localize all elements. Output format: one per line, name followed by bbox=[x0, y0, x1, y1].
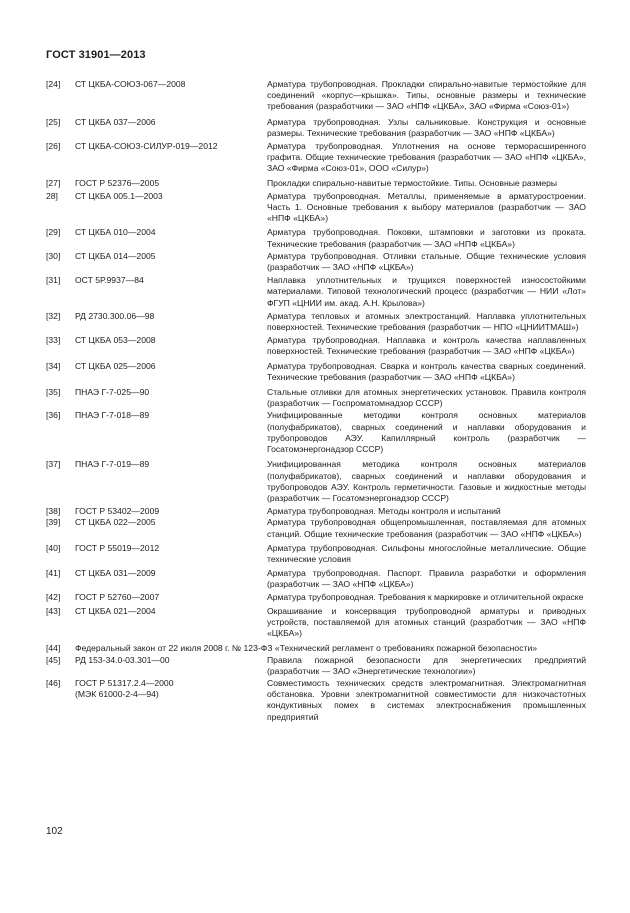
reference-code: РД 153-34.0-03.301—00 bbox=[75, 654, 170, 665]
reference-description: Арматура трубопроводная. Сильфоны многослойные металлические. Общие технические условия bbox=[267, 542, 586, 564]
reference-number: [35] bbox=[46, 387, 61, 398]
reference-row bbox=[46, 410, 586, 455]
reference-number: [26] bbox=[46, 141, 61, 152]
reference-row bbox=[46, 178, 586, 189]
reference-row bbox=[46, 251, 586, 273]
document-header: ГОСТ 31901—2013 bbox=[46, 49, 146, 61]
reference-description: Арматура трубопроводная. Уплотнения на основе терморасширенного графита. Общие технические требования (разработчик — ЗАО «НПФ «ЦКБА», ЗАО «Фирма «Союз-01», ООО «Силур») bbox=[267, 141, 586, 174]
reference-code: СТ ЦКБА-СОЮЗ-СИЛУР-019—2012 bbox=[75, 141, 218, 152]
reference-number: [44] bbox=[46, 643, 61, 654]
reference-number: [46] bbox=[46, 677, 61, 688]
reference-description: Арматура трубопроводная общепромышленная, поставляемая для атомных станций. Общие технические требования (разработчик — ЗАО «НПФ «ЦКБА») bbox=[267, 517, 586, 539]
reference-row bbox=[46, 517, 586, 539]
reference-description: Правила пожарной безопасности для энергетических предприятий (разработчик — ЗАО «Энергетические технологии») bbox=[267, 654, 586, 676]
reference-row bbox=[46, 335, 586, 357]
reference-row bbox=[46, 506, 586, 517]
reference-description: Арматура трубопроводная. Отливки стальные. Общие технические условия (разработчик — ЗАО «НПФ «ЦКБА») bbox=[267, 250, 586, 273]
reference-full-text: Федеральный закон от 22 июля 2008 г. № 123-ФЗ «Технический регламент о требованиях пожарной безопасности» bbox=[75, 643, 538, 654]
reference-row bbox=[46, 361, 586, 383]
reference-row bbox=[46, 606, 586, 640]
reference-number: [34] bbox=[46, 360, 61, 371]
reference-row bbox=[46, 568, 586, 590]
reference-number: [42] bbox=[46, 591, 61, 602]
reference-row bbox=[46, 79, 586, 113]
reference-number: [31] bbox=[46, 275, 61, 286]
reference-number: [36] bbox=[46, 410, 61, 421]
reference-description: Арматура трубопроводная. Требования к маркировке и отличительной окраске bbox=[267, 591, 584, 602]
reference-row bbox=[46, 117, 586, 139]
reference-code: ПНАЭ Г-7-018—89 bbox=[75, 410, 150, 421]
reference-description: Арматура трубопроводная. Паспорт. Правила разработки и оформления (разработчик — ЗАО «НПФ «ЦКБА») bbox=[267, 568, 586, 590]
reference-description: Арматура тепловых и атомных электростанций. Наплавка уплотнительных поверхностей. Технические требования (разработчик — НПО «ЦНИИТМАШ») bbox=[267, 310, 586, 333]
reference-code: ГОСТ Р 52376—2005 bbox=[75, 177, 160, 188]
reference-row bbox=[46, 643, 586, 654]
reference-code: ПНАЭ Г-7-019—89 bbox=[75, 459, 150, 470]
reference-row bbox=[46, 141, 586, 175]
reference-description: Стальные отливки для атомных энергетических установок. Правила контроля (разработчик — Госпроматомнадзор СССР) bbox=[267, 387, 586, 409]
reference-code: ГОСТ Р 51317.2.4—2000 (МЭК 61000-2-4—94) bbox=[75, 677, 174, 700]
reference-code: СТ ЦКБА 021—2004 bbox=[75, 605, 156, 616]
reference-code: ГОСТ Р 52760—2007 bbox=[75, 591, 160, 602]
reference-code: СТ ЦКБА 010—2004 bbox=[75, 227, 156, 238]
reference-number: [25] bbox=[46, 116, 61, 127]
reference-number: [37] bbox=[46, 459, 61, 470]
reference-number: [38] bbox=[46, 506, 61, 517]
reference-code: СТ ЦКБА-СОЮЗ-067—2008 bbox=[75, 79, 186, 89]
reference-description: Арматура трубопроводная. Узлы сальниковые. Конструкция и основные размеры. Технические требования (разработчик — ЗАО «НПФ «ЦКБА») bbox=[267, 116, 586, 138]
reference-code: СТ ЦКБА 037—2006 bbox=[75, 116, 156, 127]
reference-number: [30] bbox=[46, 250, 61, 261]
reference-description: Совместимость технических средств электромагнитная. Электромагнитная обстановка. Уровни электромагнитной совместимости для низкочастотных кондуктивных помех в системах электроснабжения промышленных предприятий bbox=[267, 677, 586, 722]
reference-number: [29] bbox=[46, 227, 61, 238]
reference-number: [27] bbox=[46, 177, 61, 188]
reference-description: Арматура трубопроводная. Металлы, применяемые в арматуростроении. Часть 1. Основные требования к выбору материалов (разработчик — ЗАО «НПФ «ЦКБА») bbox=[267, 190, 586, 224]
reference-row bbox=[46, 311, 586, 333]
reference-description: Арматура трубопроводная. Методы контроля и испытаний bbox=[267, 506, 501, 517]
reference-description: Арматура трубопроводная. Прокладки спирально-навитые термостойкие для соединений «корпус—крышка». Типы, основные размеры и технические требования (разработчики — ЗАО «НПФ «ЦКБА», ЗАО «Фирма «Союз-01») bbox=[267, 79, 586, 112]
reference-code: СТ ЦКБА 022—2005 bbox=[75, 517, 156, 528]
reference-code: СТ ЦКБА 031—2009 bbox=[75, 568, 156, 579]
reference-row bbox=[46, 387, 586, 409]
reference-number: 28] bbox=[46, 190, 58, 201]
reference-number: [39] bbox=[46, 517, 61, 528]
reference-code: СТ ЦКБА 053—2008 bbox=[75, 335, 156, 346]
reference-row bbox=[46, 191, 586, 225]
reference-number: [24] bbox=[46, 79, 61, 89]
reference-description: Арматура трубопроводная. Наплавка и контроль качества наплавленных поверхностей. Технические требования (разработчик — ЗАО «НПФ «ЦКБА») bbox=[267, 335, 586, 357]
reference-row bbox=[46, 543, 586, 565]
reference-row bbox=[46, 227, 586, 249]
reference-description: Арматура трубопроводная. Сварка и контроль качества сварных соединений. Технические требования (разработчик — ЗАО «НПФ «ЦКБА») bbox=[267, 360, 586, 382]
reference-description: Унифицированная методика контроля основных материалов (полуфабрикатов), сварных соединений и наплавки оборудования и трубопроводов АЭУ. Контроль герметичности. Газовые и жидкостные методы (разработчик — Госатомэнергонадзор СССР) bbox=[267, 459, 586, 503]
reference-description: Окрашивание и консервация трубопроводной арматуры и приводных устройств, поставляемой для атомных станций (разработчик — ЗАО «НПФ «ЦКБА») bbox=[267, 605, 586, 639]
reference-number: [40] bbox=[46, 542, 61, 553]
reference-row bbox=[46, 459, 586, 504]
reference-row bbox=[46, 592, 586, 603]
reference-code: ГОСТ Р 53402—2009 bbox=[75, 506, 160, 517]
reference-row bbox=[46, 275, 586, 309]
reference-number: [33] bbox=[46, 335, 61, 346]
reference-description: Унифицированные методики контроля основных материалов (полуфабрикатов), сварных соединений и наплавки оборудования и трубопроводов АЭУ. Капиллярный контроль (разработчик — Госатомэнергонадзор СССР) bbox=[267, 410, 586, 455]
reference-row bbox=[46, 678, 586, 723]
reference-code: ПНАЭ Г-7-025—90 bbox=[75, 387, 150, 398]
reference-number: [43] bbox=[46, 605, 61, 616]
reference-code: СТ ЦКБА 025—2006 bbox=[75, 360, 156, 371]
reference-code: ОСТ 5Р.9937—84 bbox=[75, 275, 144, 286]
reference-code: СТ ЦКБА 014—2005 bbox=[75, 250, 156, 261]
reference-number: [41] bbox=[46, 568, 61, 579]
reference-code: ГОСТ Р 55019—2012 bbox=[75, 542, 160, 553]
page-number: 102 bbox=[46, 826, 63, 837]
reference-list bbox=[46, 79, 586, 723]
reference-description: Арматура трубопроводная. Поковки, штамповки и заготовки из проката. Технические требования (разработчик — ЗАО «НПФ «ЦКБА») bbox=[267, 227, 586, 249]
reference-number: [45] bbox=[46, 654, 61, 665]
reference-code: РД 2730.300.06—98 bbox=[75, 310, 155, 321]
reference-row bbox=[46, 655, 586, 677]
reference-description: Наплавка уплотнительных и трущихся поверхностей износостойкими материалами. Типовой технологический процесс (разработчик — НИИ «Лот» ФГУП «ЦНИИ им. акад. А.Н. Крылова») bbox=[267, 275, 586, 308]
reference-description: Прокладки спирально-навитые термостойкие. Типы. Основные размеры bbox=[267, 177, 558, 188]
reference-code: СТ ЦКБА 005.1—2003 bbox=[75, 190, 163, 201]
reference-number: [32] bbox=[46, 310, 61, 321]
